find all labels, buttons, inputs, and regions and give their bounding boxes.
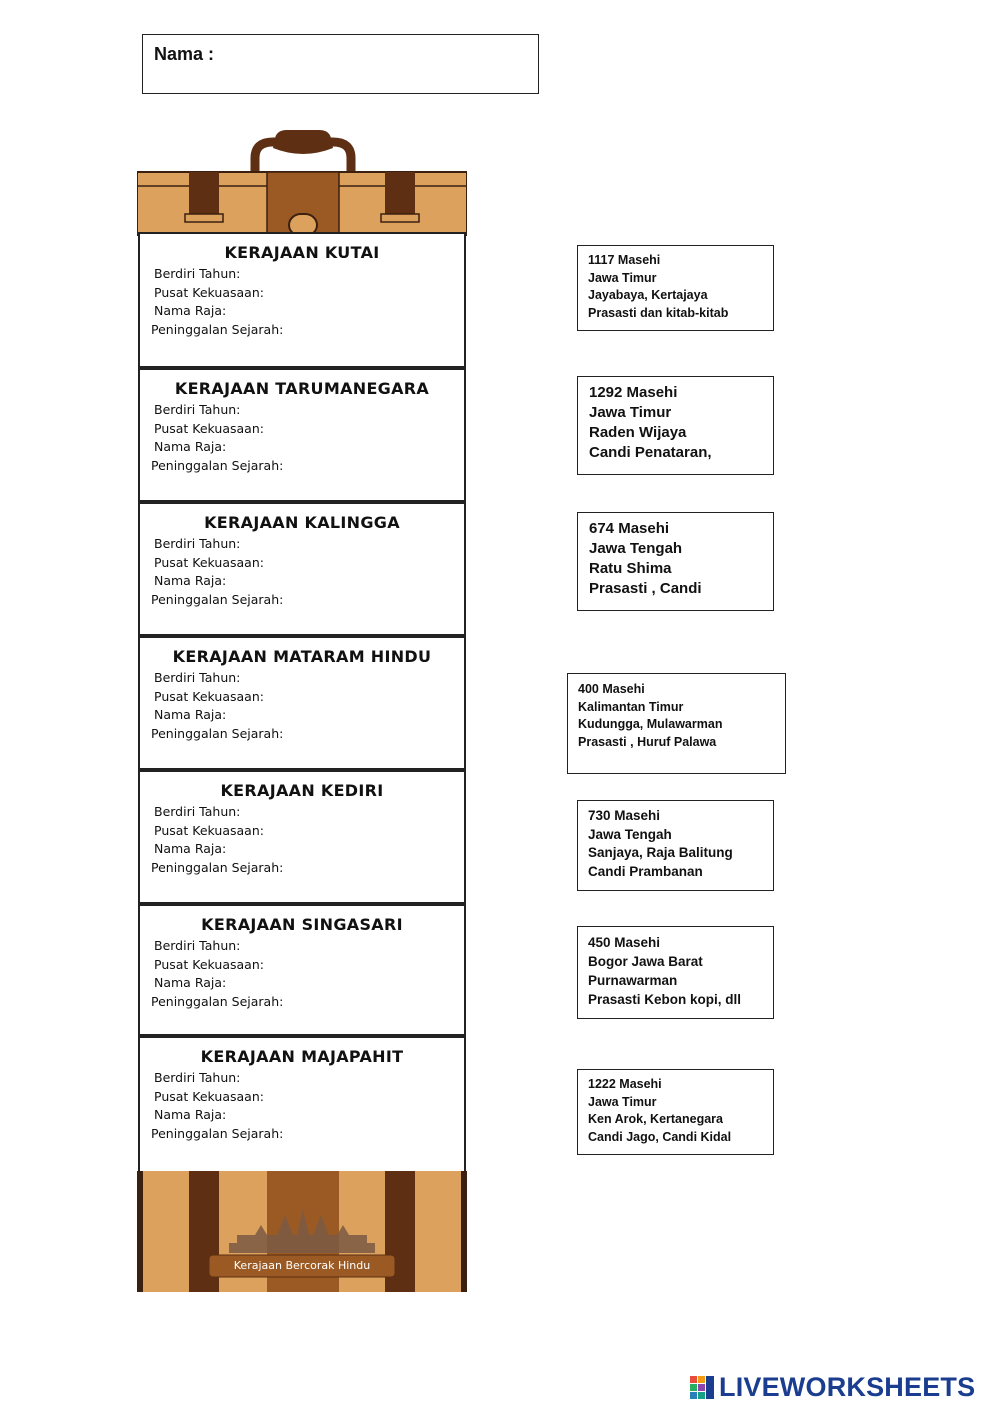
field-berdiri-tahun: Berdiri Tahun: [154,938,241,953]
answer-line: 1222 Masehi [588,1077,662,1091]
field-nama-raja: Nama Raja: [154,975,227,990]
answer-card[interactable] [567,673,786,774]
answer-line: Jawa Tengah [588,826,672,842]
field-pusat-kekuasaan: Pusat Kekuasaan: [154,688,264,704]
answer-line: Jayabaya, Kertajaya [588,288,708,302]
field-peninggalan-sejarah: Peninggalan Sejarah: [151,993,284,1009]
answer-card[interactable] [577,245,774,331]
field-peninggalan-sejarah: Peninggalan Sejarah: [151,457,284,473]
kingdom-card [138,1036,466,1173]
answer-line: Prasasti Kebon kopi, dll [588,992,742,1007]
answer-line: Candi Penataran, [589,444,712,461]
field-berdiri-tahun: Berdiri Tahun: [154,804,241,819]
answer-line: Prasasti , Huruf Palawa [578,734,717,749]
field-peninggalan-sejarah: Peninggalan Sejarah: [151,859,284,875]
field-pusat-kekuasaan: Pusat Kekuasaan: [154,1088,264,1104]
answer-line: 730 Masehi [588,808,661,823]
suitcase-top-icon [137,128,467,236]
answer-card[interactable] [577,926,774,1019]
answer-card[interactable] [577,512,774,611]
answer-line: Sanjaya, Raja Balitung [588,845,733,860]
kingdom-card [138,368,466,502]
field-pusat-kekuasaan: Pusat Kekuasaan: [154,554,264,570]
answer-line: Bogor Jawa Barat [588,954,703,969]
field-peninggalan-sejarah: Peninggalan Sejarah: [151,1125,284,1141]
answer-line: 400 Masehi [578,682,645,696]
kingdom-card [138,770,466,904]
answer-line: Candi Prambanan [588,863,703,879]
field-berdiri-tahun: Berdiri Tahun: [154,1070,241,1085]
field-nama-raja: Nama Raja: [154,841,227,856]
answer-line: Jawa Timur [588,270,657,285]
name-label: Nama : [154,44,215,64]
answer-line: Jawa Timur [589,404,672,421]
suitcase-banner-label: Kerajaan Bercorak Hindu [233,1259,371,1272]
field-berdiri-tahun: Berdiri Tahun: [154,266,241,281]
field-berdiri-tahun: Berdiri Tahun: [154,536,241,551]
field-peninggalan-sejarah: Peninggalan Sejarah: [151,321,284,337]
liveworksheets-logo [690,1372,975,1402]
name-field[interactable] [142,34,539,94]
field-peninggalan-sejarah: Peninggalan Sejarah: [151,591,284,607]
answer-line: Candi Jago, Candi Kidal [588,1129,732,1144]
suitcase-worksheet [137,128,467,1292]
kingdom-card [138,636,466,770]
field-pusat-kekuasaan: Pusat Kekuasaan: [154,284,264,300]
field-nama-raja: Nama Raja: [154,573,227,588]
answer-card[interactable] [577,1069,774,1155]
answer-line: Prasasti , Candi [589,580,702,597]
answer-line: 674 Masehi [589,520,670,537]
answer-card[interactable] [577,800,774,891]
answer-line: Jawa Tengah [589,540,683,557]
answer-line: Purnawarman [588,973,678,988]
answer-card[interactable] [577,376,774,475]
kingdom-card [138,232,466,368]
answer-line: Raden Wijaya [589,424,687,441]
answer-line: 450 Masehi [588,935,661,950]
answer-line: 1117 Masehi [588,253,661,267]
kingdom-title: KERAJAAN MAJAPAHIT [200,1047,404,1066]
field-nama-raja: Nama Raja: [154,303,227,318]
kingdom-card [138,904,466,1036]
answer-line: 1292 Masehi [589,384,678,401]
answer-line: Jawa Timur [588,1094,657,1109]
field-nama-raja: Nama Raja: [154,1107,227,1122]
field-nama-raja: Nama Raja: [154,439,227,454]
answer-line: Kudungga, Mulawarman [578,717,723,731]
answer-line: Kalimantan Timur [578,699,684,714]
kingdom-title: KERAJAAN MATARAM HINDU [172,647,432,666]
answer-line: Prasasti dan kitab-kitab [588,305,729,320]
kingdom-title: KERAJAAN KUTAI [224,243,380,262]
field-pusat-kekuasaan: Pusat Kekuasaan: [154,822,264,838]
kingdom-title: KERAJAAN KEDIRI [220,781,384,800]
answer-line: Ratu Shima [589,560,672,577]
liveworksheets-mark-icon [690,1374,716,1400]
kingdom-title: KERAJAAN SINGASARI [201,915,403,934]
kingdom-title: KERAJAAN KALINGGA [204,513,400,532]
kingdom-title: KERAJAAN TARUMANEGARA [174,379,430,398]
field-peninggalan-sejarah: Peninggalan Sejarah: [151,725,284,741]
field-nama-raja: Nama Raja: [154,707,227,722]
field-pusat-kekuasaan: Pusat Kekuasaan: [154,956,264,972]
brand-name: LIVEWORKSHEETS [719,1371,976,1402]
field-pusat-kekuasaan: Pusat Kekuasaan: [154,420,264,436]
field-berdiri-tahun: Berdiri Tahun: [154,402,241,417]
answer-line: Ken Arok, Kertanegara [588,1112,723,1126]
field-berdiri-tahun: Berdiri Tahun: [154,670,241,685]
kingdom-card [138,502,466,636]
